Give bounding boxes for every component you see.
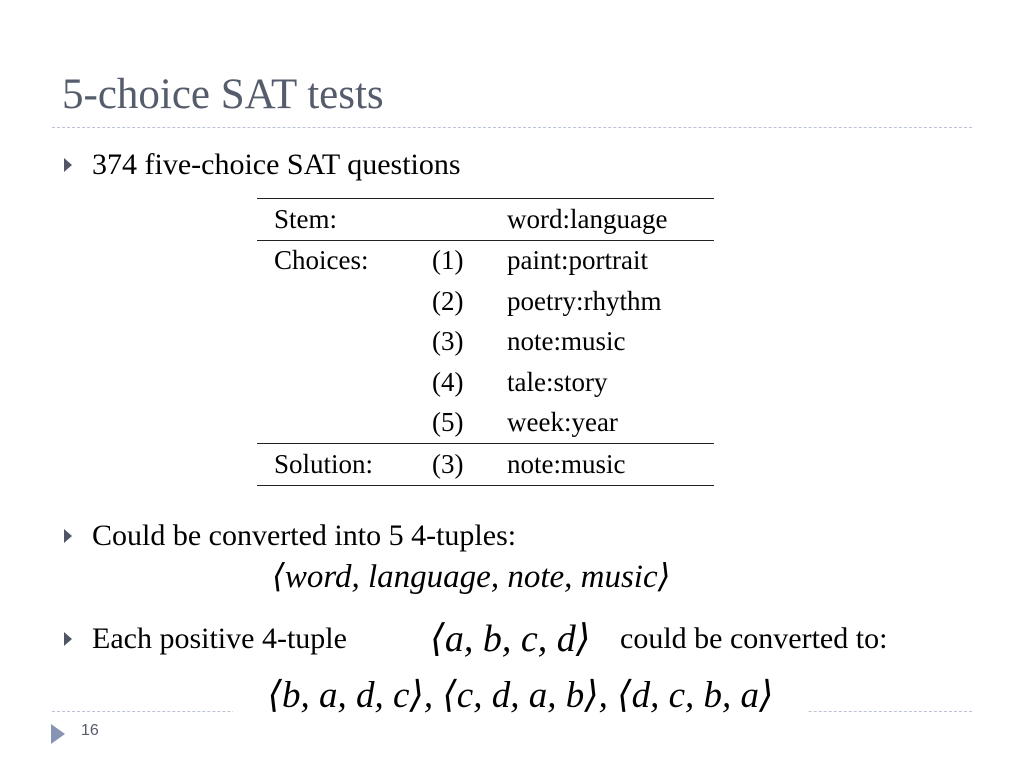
solution-value: note:music	[490, 444, 714, 486]
stem-value: word:language	[490, 199, 714, 241]
page-number: 16	[81, 722, 99, 739]
bullet-text: Each positive 4-tuple	[92, 622, 347, 655]
bullet-triangle-icon	[64, 158, 72, 172]
bullet-item	[64, 148, 461, 182]
bullet-text: Could be converted into 5 4-tuples:	[92, 519, 517, 552]
bullet-item	[64, 519, 516, 553]
slide-title: 5-choice SAT tests	[62, 71, 384, 118]
bullet-item	[64, 622, 347, 656]
choice-number: (2)	[432, 285, 464, 316]
choice-value: tale:story	[507, 366, 608, 397]
choice-number: (3)	[432, 326, 464, 357]
stem-label: Stem:	[257, 199, 415, 241]
solution-label: Solution:	[257, 444, 415, 486]
stem-number	[415, 199, 490, 241]
bullet-text: 374 five-choice SAT questions	[92, 148, 461, 181]
choice-value: note:music	[507, 326, 626, 357]
bullet-text-tail: could be converted to:	[620, 622, 888, 655]
choice-value: paint:portrait	[490, 240, 714, 281]
choice-number: (4)	[432, 366, 464, 397]
permutations-formula: ⟨b, a, d, c⟩, ⟨c, d, a, b⟩, ⟨d, c, b, a⟩	[233, 668, 808, 722]
choice-number: (5)	[432, 407, 464, 438]
choice-value: poetry:rhythm	[507, 285, 662, 316]
generic-tuple-formula: ⟨a, b, c, d⟩	[430, 618, 591, 660]
example-tuple-formula: ⟨word, language, note, music⟩	[272, 559, 671, 595]
table-row-choice	[257, 281, 714, 322]
choices-label: Choices:	[257, 240, 415, 281]
choice-value: week:year	[507, 407, 618, 438]
title-divider	[52, 127, 972, 128]
solution-number: (3)	[415, 444, 490, 486]
bullet-triangle-icon	[64, 529, 72, 543]
sat-question-table	[257, 198, 714, 486]
table-row-solution	[257, 444, 714, 486]
table-row-choice	[257, 403, 714, 444]
table-row-choice	[257, 240, 714, 281]
table-row-choice	[257, 322, 714, 363]
table-row-stem	[257, 199, 714, 241]
table-row-choice	[257, 362, 714, 403]
choice-number: (1)	[415, 240, 490, 281]
bullet-triangle-icon	[64, 632, 72, 646]
page-marker-icon	[51, 724, 65, 744]
